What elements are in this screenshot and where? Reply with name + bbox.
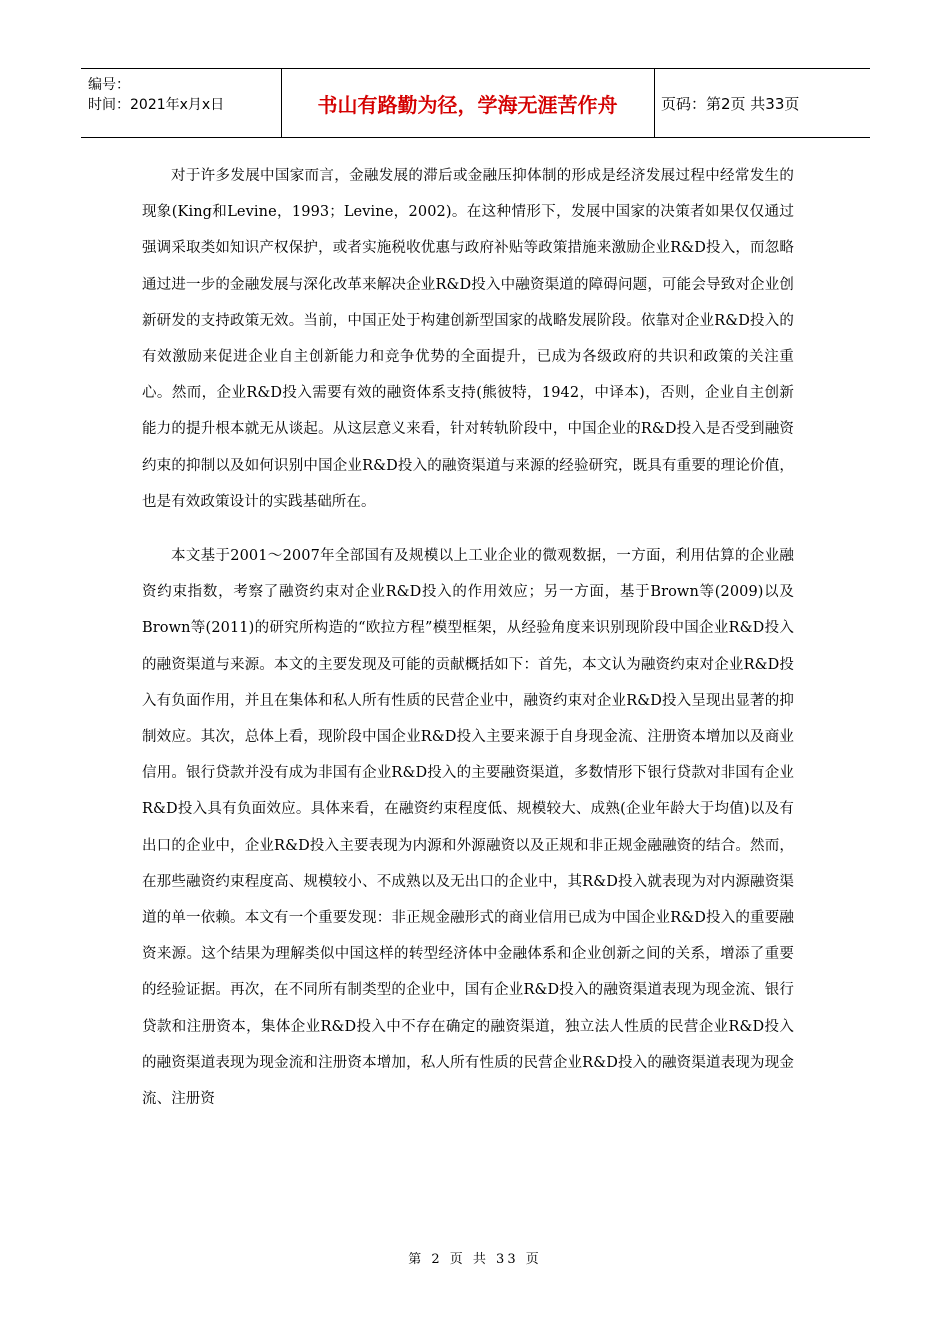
page-footer: 第 2 页 共 33 页 (408, 1252, 542, 1267)
header-motto: 书山有路勤为径，学海无涯苦作舟 (317, 92, 618, 117)
document-body (142, 158, 794, 1117)
document-number-label: 编号： (88, 77, 130, 93)
header-divider (654, 69, 655, 137)
paragraph-2: 本文基于2001～2007年全部国有及规模以上工业企业的微观数据，一方面，利用估算的企业融资约束指数，考察了融资约束对企业R&D投入的作用效应；另一方面，基于Brown等(2009)以及Brown等(2011)的研究所构造的“欧拉方程”模型框架，从经验角度来识别现阶段中国企业R&D投入的融资渠道与来源。本文的主要发现及可能的贡献概括如下：首先，本文认为融资约束对企业R&D投入有负面作用，并且在集体和私人所有性质的民营企业中，融资约束对企业R&D投入呈现出显著的抑制效应。其次，总体上看，现阶段中国企业R&D投入主要来源于自身现金流、注册资本增加以及商业信用。银行贷款并没有成为非国有企业R&D投入的主要融资渠道，多数情形下银行贷款对非国有企业R&D投入具有负面效应。具体来看，在融资约束程度低、规模较大、成熟(企业年龄大于均值)以及有出口的企业中，企业R&D投入主要表现为内源和外源融资以及正规和非正规金融融资的结合。然而，在那些融资约束程度高、规模较小、不成熟以及无出口的企业中，其R&D投入就表现为对内源融资渠道的单一依赖。本文有一个重要发现：非正规金融形式的商业信用已成为中国企业R&D投入的重要融资来源。这个结果为理解类似中国这样的转型经济体中金融体系和企业创新之间的关系，增添了重要的经验证据。再次，在不同所有制类型的企业中，国有企业R&D投入的融资渠道表现为现金流、银行贷款和注册资本，集体企业R&D投入中不存在确定的融资渠道，独立法人性质的民营企业R&D投入的融资渠道表现为现金流和注册资本增加，私人所有性质的民营企业R&D投入的融资渠道表现为现金流、注册资 (142, 548, 794, 1108)
header-meta (88, 75, 224, 115)
document-time-label: 时间：2021年x月x日 (88, 97, 225, 113)
page-header (81, 68, 870, 138)
paragraph-1: 对于许多发展中国家而言，金融发展的滞后或金融压抑体制的形成是经济发展过程中经常发生的现象(King和Levine，1993；Levine，2002)。在这种情形下，发展中国家的决策者如果仅仅通过强调采取类如知识产权保护，或者实施税收优惠与政府补贴等政策措施来激励企业R&D投入，而忽略通过进一步的金融发展与深化改革来解决企业R&D投入中融资渠道的障碍问题，可能会导致对企业创新研发的支持政策无效。当前，中国正处于构建创新型国家的战略发展阶段。依靠对企业R&D投入的有效激励来促进企业自主创新能力和竞争优势的全面提升，已成为各级政府的共识和政策的关注重心。然而，企业R&D投入需要有效的融资体系支持(熊彼特，1942，中译本)，否则，企业自主创新能力的提升根本就无从谈起。从这层意义来看，针对转轨阶段中，中国企业的R&D投入是否受到融资约束的抑制以及如何识别中国企业R&D投入的融资渠道与来源的经验研究，既具有重要的理论价值，也是有效政策设计的实践基础所在。 (142, 168, 794, 510)
header-page-info: 页码：第2页 共33页 (661, 94, 800, 113)
